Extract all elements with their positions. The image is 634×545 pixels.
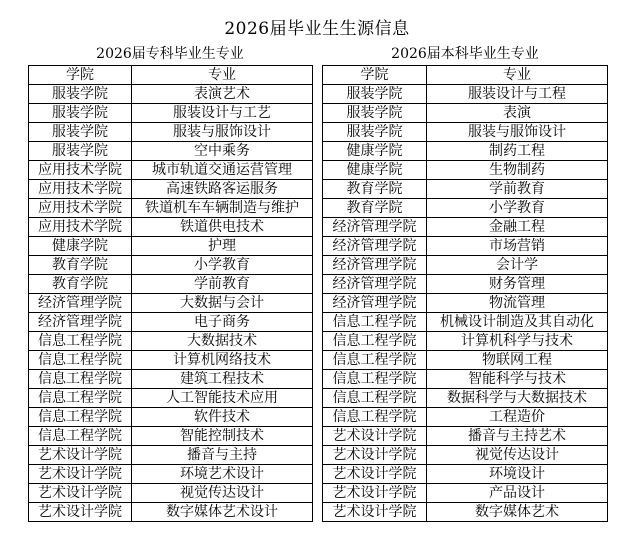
table-row bbox=[29, 199, 313, 218]
major-cell: 播音与主持艺术 bbox=[427, 427, 608, 446]
major-cell: 播音与主持 bbox=[132, 446, 313, 465]
major-cell: 制药工程 bbox=[427, 142, 608, 161]
vocational-table-heading: 2026届专科毕业生专业 bbox=[96, 46, 244, 62]
major-cell: 工程造价 bbox=[427, 408, 608, 427]
college-cell: 艺术设计学院 bbox=[323, 503, 427, 522]
major-cell: 软件技术 bbox=[132, 408, 313, 427]
college-cell: 艺术设计学院 bbox=[29, 503, 132, 522]
table-row bbox=[323, 313, 608, 332]
table-row bbox=[29, 332, 313, 351]
undergraduate-table-heading: 2026届本科毕业生专业 bbox=[391, 46, 539, 62]
major-cell: 服装与服饰设计 bbox=[427, 123, 608, 142]
major-cell: 空中乘务 bbox=[132, 142, 313, 161]
major-cell: 市场营销 bbox=[427, 237, 608, 256]
major-cell: 数字媒体艺术设计 bbox=[132, 503, 313, 522]
table-row bbox=[323, 408, 608, 427]
major-cell: 视觉传达设计 bbox=[132, 484, 313, 503]
college-cell: 服装学院 bbox=[29, 123, 132, 142]
college-cell: 经济管理学院 bbox=[29, 294, 132, 313]
table-row bbox=[323, 389, 608, 408]
table-row bbox=[323, 218, 608, 237]
college-cell: 健康学院 bbox=[29, 237, 132, 256]
college-cell: 艺术设计学院 bbox=[323, 465, 427, 484]
major-cell: 学前教育 bbox=[132, 275, 313, 294]
vocational-majors-table bbox=[28, 65, 313, 522]
page-title: 2026届毕业生生源信息 bbox=[224, 19, 410, 39]
major-cell: 人工智能技术应用 bbox=[132, 389, 313, 408]
table-row bbox=[323, 256, 608, 275]
college-cell: 服装学院 bbox=[323, 123, 427, 142]
college-cell: 健康学院 bbox=[323, 142, 427, 161]
major-cell: 建筑工程技术 bbox=[132, 370, 313, 389]
major-cell: 生物制药 bbox=[427, 161, 608, 180]
college-cell: 应用技术学院 bbox=[29, 180, 132, 199]
college-cell: 信息工程学院 bbox=[323, 351, 427, 370]
major-cell: 铁道机车车辆制造与维护 bbox=[132, 199, 313, 218]
table-header-row bbox=[323, 66, 608, 85]
table-row bbox=[29, 370, 313, 389]
table-row bbox=[323, 180, 608, 199]
college-cell: 信息工程学院 bbox=[29, 427, 132, 446]
table-row bbox=[323, 123, 608, 142]
college-cell: 信息工程学院 bbox=[29, 389, 132, 408]
college-cell: 健康学院 bbox=[323, 161, 427, 180]
table-row bbox=[29, 389, 313, 408]
table-row bbox=[323, 142, 608, 161]
table-row bbox=[29, 161, 313, 180]
table-header-row bbox=[29, 66, 313, 85]
college-cell: 艺术设计学院 bbox=[323, 427, 427, 446]
college-cell: 信息工程学院 bbox=[29, 332, 132, 351]
college-cell: 信息工程学院 bbox=[323, 389, 427, 408]
college-cell: 服装学院 bbox=[29, 104, 132, 123]
table-row bbox=[323, 104, 608, 123]
table-row bbox=[29, 85, 313, 104]
table-row bbox=[29, 123, 313, 142]
college-cell: 信息工程学院 bbox=[323, 370, 427, 389]
table-row bbox=[29, 503, 313, 522]
college-cell: 应用技术学院 bbox=[29, 199, 132, 218]
table-row bbox=[29, 427, 313, 446]
college-cell: 艺术设计学院 bbox=[29, 446, 132, 465]
major-cell: 城市轨道交通运营管理 bbox=[132, 161, 313, 180]
major-cell: 服装与服饰设计 bbox=[132, 123, 313, 142]
college-cell: 信息工程学院 bbox=[29, 408, 132, 427]
college-cell: 经济管理学院 bbox=[29, 313, 132, 332]
college-cell: 艺术设计学院 bbox=[29, 484, 132, 503]
major-cell: 小学教育 bbox=[427, 199, 608, 218]
college-cell: 服装学院 bbox=[323, 85, 427, 104]
table-row bbox=[323, 161, 608, 180]
major-cell: 高速铁路客运服务 bbox=[132, 180, 313, 199]
table-row bbox=[323, 275, 608, 294]
major-cell: 会计学 bbox=[427, 256, 608, 275]
college-cell: 经济管理学院 bbox=[323, 294, 427, 313]
college-cell: 经济管理学院 bbox=[323, 275, 427, 294]
table-row bbox=[323, 199, 608, 218]
college-cell: 信息工程学院 bbox=[29, 351, 132, 370]
college-cell: 应用技术学院 bbox=[29, 218, 132, 237]
college-cell: 服装学院 bbox=[29, 142, 132, 161]
table-row bbox=[29, 465, 313, 484]
major-cell: 护理 bbox=[132, 237, 313, 256]
major-cell: 物流管理 bbox=[427, 294, 608, 313]
major-cell: 电子商务 bbox=[132, 313, 313, 332]
major-cell: 计算机网络技术 bbox=[132, 351, 313, 370]
table-row bbox=[29, 180, 313, 199]
table-row bbox=[323, 294, 608, 313]
table-row bbox=[323, 446, 608, 465]
major-cell: 环境设计 bbox=[427, 465, 608, 484]
college-cell: 艺术设计学院 bbox=[29, 465, 132, 484]
table-row bbox=[323, 332, 608, 351]
college-cell: 教育学院 bbox=[29, 256, 132, 275]
table-row bbox=[323, 503, 608, 522]
table-row bbox=[323, 237, 608, 256]
college-cell: 教育学院 bbox=[323, 180, 427, 199]
college-cell: 艺术设计学院 bbox=[323, 484, 427, 503]
table-row bbox=[29, 142, 313, 161]
college-cell: 经济管理学院 bbox=[323, 237, 427, 256]
college-cell: 经济管理学院 bbox=[323, 218, 427, 237]
major-cell: 环境艺术设计 bbox=[132, 465, 313, 484]
college-cell: 应用技术学院 bbox=[29, 161, 132, 180]
major-cell: 金融工程 bbox=[427, 218, 608, 237]
college-cell: 信息工程学院 bbox=[323, 408, 427, 427]
college-cell: 信息工程学院 bbox=[323, 332, 427, 351]
table-row bbox=[29, 104, 313, 123]
college-cell: 艺术设计学院 bbox=[323, 446, 427, 465]
major-cell: 机械设计制造及其自动化 bbox=[427, 313, 608, 332]
major-cell: 服装设计与工程 bbox=[427, 85, 608, 104]
college-cell: 服装学院 bbox=[29, 85, 132, 104]
major-cell: 财务管理 bbox=[427, 275, 608, 294]
table-row bbox=[323, 484, 608, 503]
table-row bbox=[29, 351, 313, 370]
college-cell: 教育学院 bbox=[323, 199, 427, 218]
vocational-table-body bbox=[29, 85, 313, 522]
major-cell: 计算机科学与技术 bbox=[427, 332, 608, 351]
table-row bbox=[29, 294, 313, 313]
college-cell: 经济管理学院 bbox=[323, 256, 427, 275]
major-cell: 视觉传达设计 bbox=[427, 446, 608, 465]
table-row bbox=[29, 256, 313, 275]
major-cell: 铁道供电技术 bbox=[132, 218, 313, 237]
major-cell: 大数据技术 bbox=[132, 332, 313, 351]
undergraduate-table-body bbox=[323, 85, 608, 522]
table-row bbox=[29, 408, 313, 427]
table-row bbox=[29, 446, 313, 465]
column-header-college: 学院 bbox=[29, 66, 132, 85]
table-row bbox=[29, 275, 313, 294]
major-cell: 学前教育 bbox=[427, 180, 608, 199]
table-row bbox=[29, 218, 313, 237]
major-cell: 数字媒体艺术 bbox=[427, 503, 608, 522]
major-cell: 小学教育 bbox=[132, 256, 313, 275]
column-header-major: 专业 bbox=[132, 66, 313, 85]
table-row bbox=[323, 427, 608, 446]
major-cell: 表演艺术 bbox=[132, 85, 313, 104]
college-cell: 信息工程学院 bbox=[323, 313, 427, 332]
major-cell: 智能科学与技术 bbox=[427, 370, 608, 389]
table-row bbox=[323, 351, 608, 370]
college-cell: 服装学院 bbox=[323, 104, 427, 123]
column-header-college: 学院 bbox=[323, 66, 427, 85]
table-row bbox=[323, 465, 608, 484]
major-cell: 物联网工程 bbox=[427, 351, 608, 370]
major-cell: 产品设计 bbox=[427, 484, 608, 503]
table-row bbox=[29, 484, 313, 503]
undergraduate-majors-table bbox=[322, 65, 608, 522]
college-cell: 信息工程学院 bbox=[29, 370, 132, 389]
major-cell: 大数据与会计 bbox=[132, 294, 313, 313]
major-cell: 智能控制技术 bbox=[132, 427, 313, 446]
table-row bbox=[29, 313, 313, 332]
major-cell: 表演 bbox=[427, 104, 608, 123]
column-header-major: 专业 bbox=[427, 66, 608, 85]
college-cell: 教育学院 bbox=[29, 275, 132, 294]
table-row bbox=[29, 237, 313, 256]
table-row bbox=[323, 370, 608, 389]
major-cell: 数据科学与大数据技术 bbox=[427, 389, 608, 408]
table-row bbox=[323, 85, 608, 104]
major-cell: 服装设计与工艺 bbox=[132, 104, 313, 123]
